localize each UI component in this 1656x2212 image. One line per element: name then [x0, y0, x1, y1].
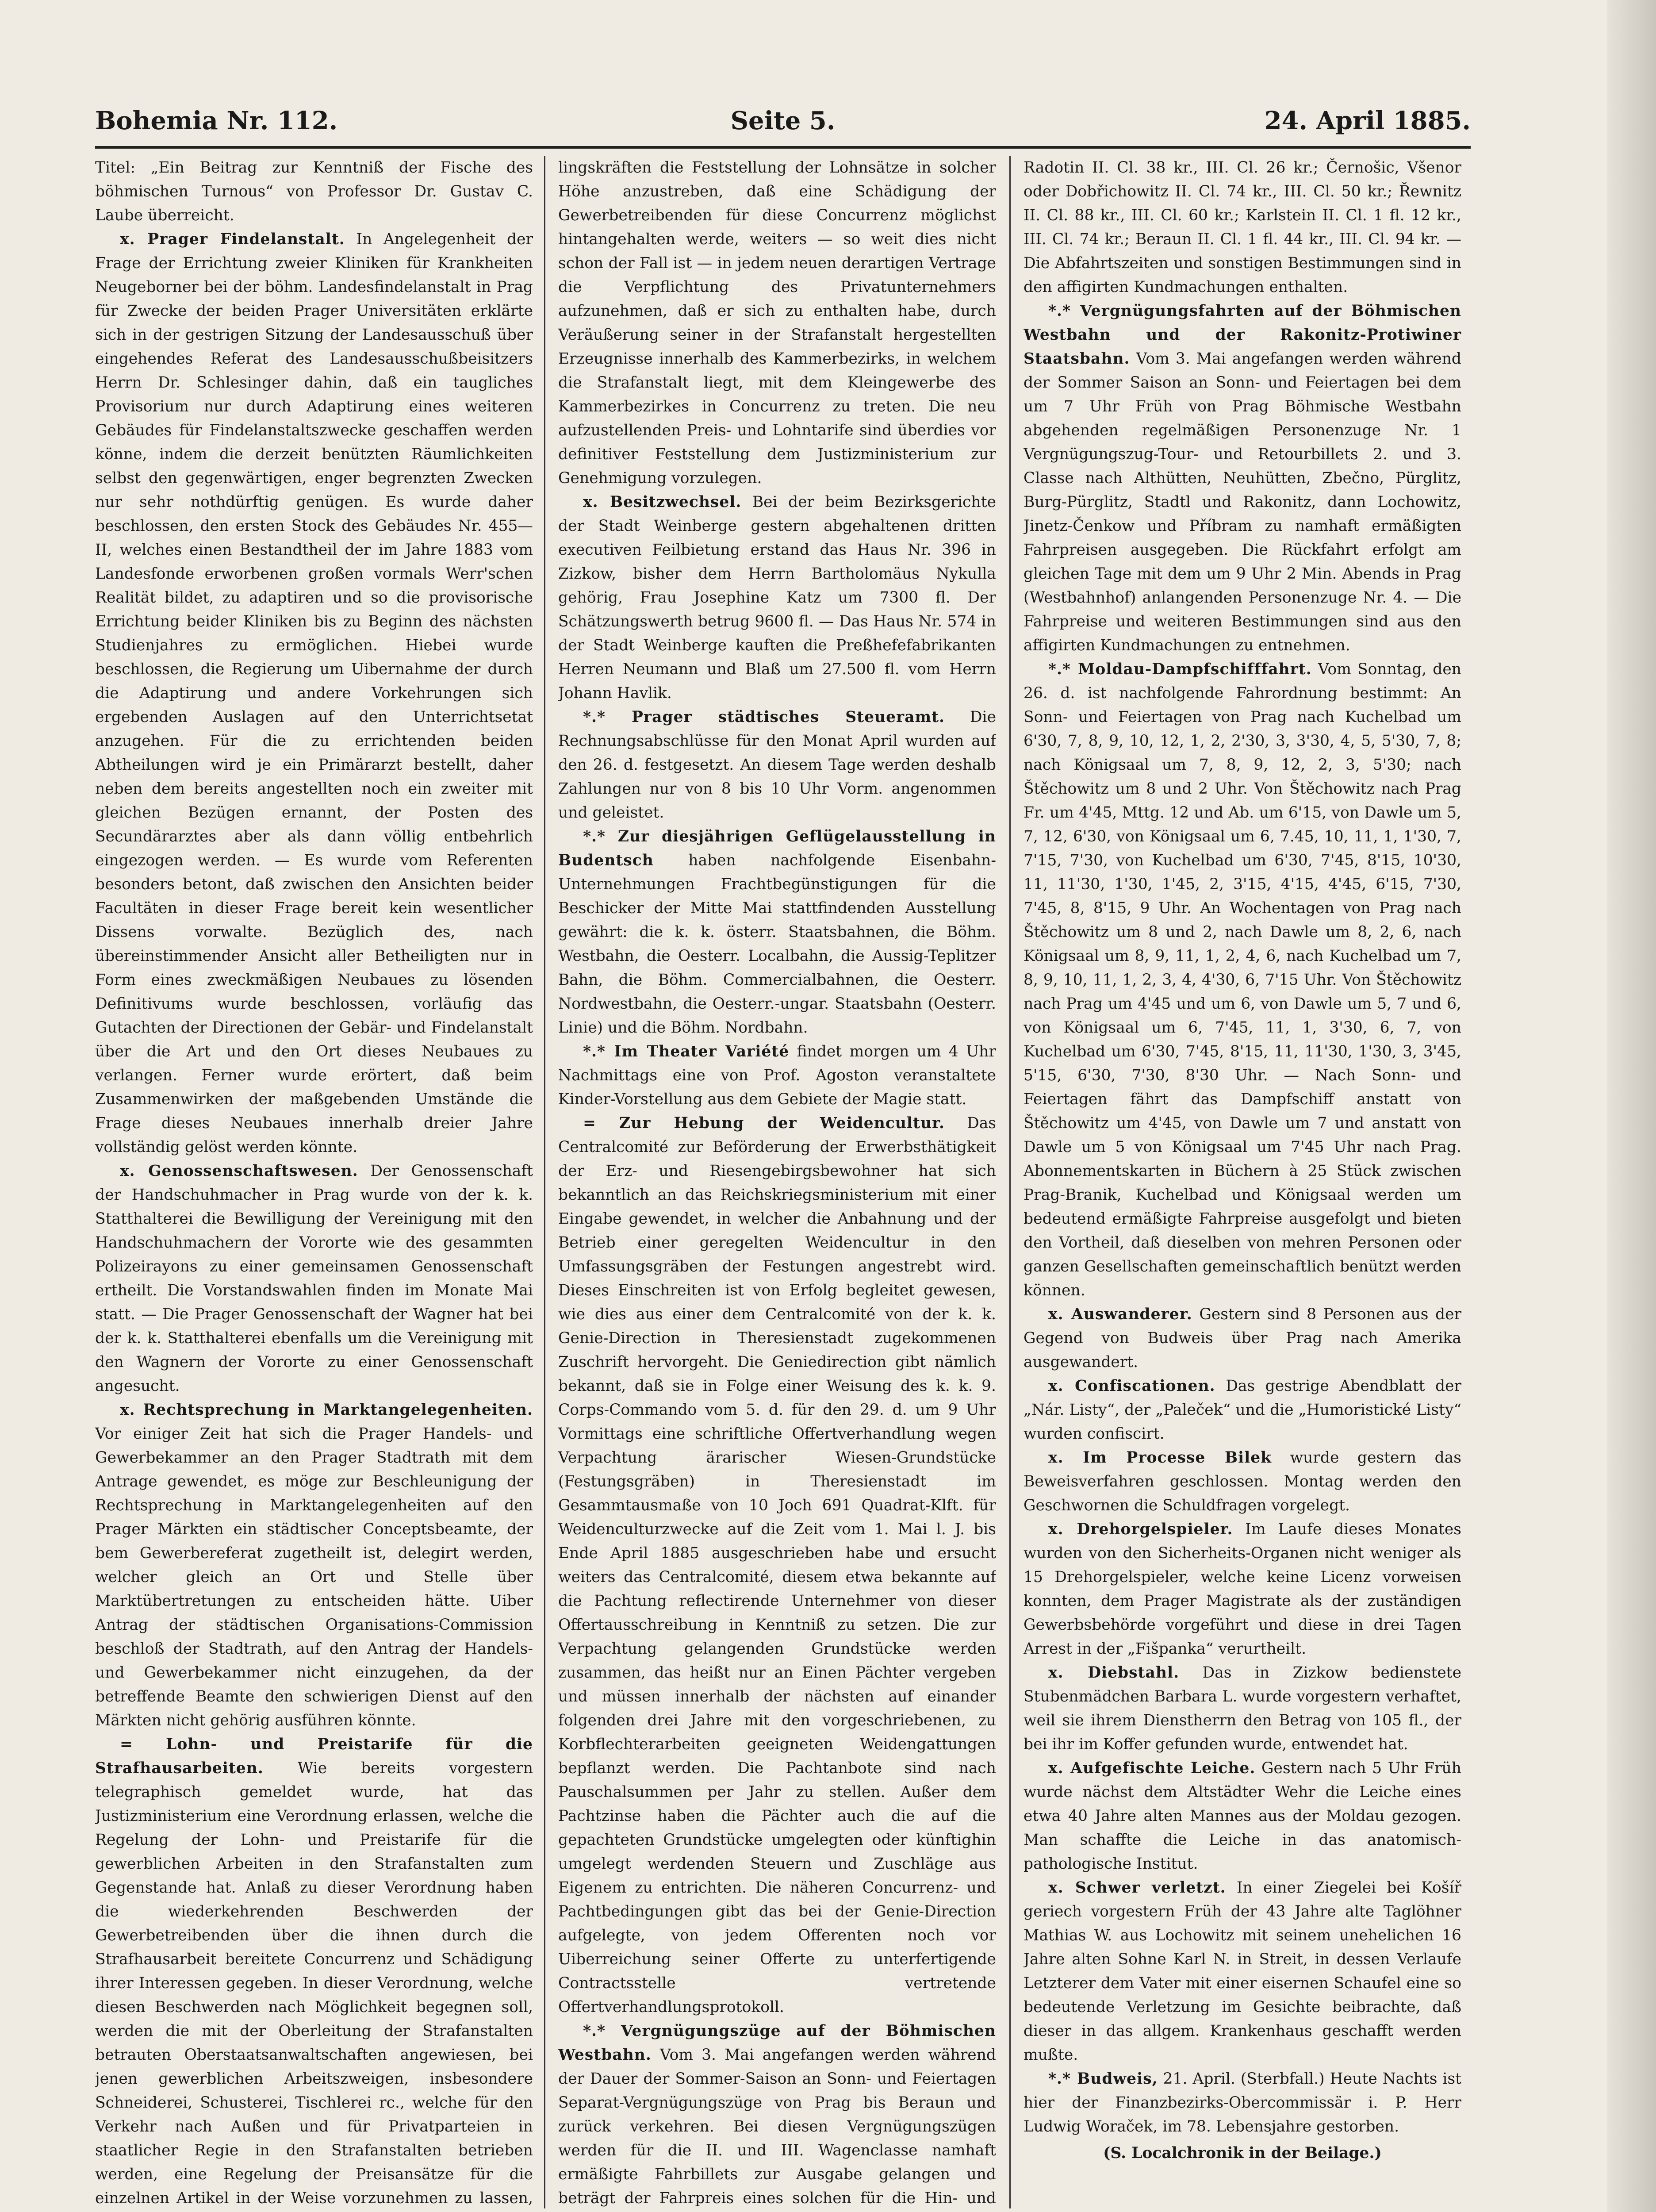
article-heading: x. Aufgefischte Leiche.: [1048, 1759, 1256, 1777]
article-heading: *.* Moldau-Dampfschifffahrt.: [1048, 661, 1312, 678]
article-besitzwechsel: [558, 490, 996, 705]
continued-text: Titel: „Ein Beitrag zur Kenntniß der Fische des böhmischen Turnous“ von Professor Dr. Gustav C. Laube überreicht.: [95, 159, 533, 224]
article-body: haben nachfolgende Eisenbahn-Unternehmungen Frachtbegünstigungen für die Beschicker der Mitte Mai stattfindenden Ausstellung gewährt: die k. k. österr. Staatsbahnen, die Böhm. Westbahn, die Oesterr. Localbahn, die Aussig-Teplitzer Bahn, die Böhm. Commercialbahnen, die Oesterr. Nordwestbahn, die Oesterr.-ungar. Staatsbahn (Oesterr. Linie) und die Böhm. Nordbahn.: [558, 852, 996, 1037]
article-dampfschifffahrt: [1024, 657, 1461, 1302]
article-budweis: [1024, 2067, 1461, 2139]
article-rechtsprechung: [95, 1398, 533, 1732]
article-heading: *.* Vergnügungsfahrten auf der Böhmischen Westbahn und der Rakonitz-Protiwiner Staatsbahn.: [1024, 302, 1461, 368]
article-theater-variete: [558, 1040, 996, 1111]
article-heading: x. Auswanderer.: [1048, 1306, 1192, 1323]
article-heading: x. Genossenschaftswesen.: [120, 1162, 358, 1180]
page-header: [95, 98, 1471, 142]
header-page-number: Seite 5.: [730, 106, 836, 135]
article-body: Vom Sonntag, den 26. d. ist nachfolgende Fahrordnung bestimmt: An Sonn- und Feiertagen von Prag nach Kuchelbad um 6'30, 7, 8, 9, 10, 12, 1, 2, 2'30, 3, 3'30, 4, 5, 5'30, 7, 8; nach Königsaal um 7, 8, 9, 12, 2, 3, 5'30; nach Štěchowitz um 8 und 2 Uhr. Von Štěchowitz nach Prag Fr. um 4'45, Mttg. 12 und Ab. um 6'15, von Dawle um 5, 7, 12, 6'30, von Königsaal um 6, 7.45, 10, 11, 1, 1'30, 7, 7'15, 7'30, von Kuchelbad um 6'30, 7'45, 8'15, 10'30, 11, 11'30, 1'30, 1'45, 2, 3'15, 4'15, 4'45, 6'15, 7'30, 7'45, 8, 8'15, 9 Uhr. An Wochentagen von Prag nach Štěchowitz um 8 und 2, nach Dawle um 8, 2, 6, nach Königsaal um 8, 9, 11, 1, 2, 4, 6, nach Kuchelbad um 7, 8, 9, 10, 11, 1, 2, 3, 4, 4'30, 6, 7'15 Uhr. Von Štěchowitz nach Prag um 4'45 und um 6, von Dawle um 5, 7 und 6, von Königsaal um 6, 7'45, 11, 1, 3'30, 6, 7, von Kuchelbad um 6'30, 7'45, 8'15, 11, 11'30, 1'30, 3, 3'45, 5'15, 6'30, 7'30, 8'30 Uhr. — Nach Sonn- und Feiertagen fährt das Dampfschiff anstatt von Štěchowitz um 4'45, von Dawle um 7 und anstatt von Dawle um 5 von Königsaal um 7'45 Uhr nach Prag. Abonnementskarten in Büchern à 25 Stück zwischen Prag-Branik, Kuchelbad und Königsaal werden um bedeutend ermäßigte Fahrpreise ausgefolgt und bieten den Vortheil, daß dieselben von mehren Personen oder ganzen Gesellschaften gemeinschaftlich benützt werden können.: [1024, 661, 1461, 1299]
article-body: 21. April. (Sterbfall.) Heute Nachts ist hier der Finanzbezirks-Obercommissär i. P. Herr Ludwig Woraček, im 78. Lebensjahre gestorben.: [1024, 2070, 1461, 2135]
article-body: Vom 3. Mai angefangen werden während der Dauer der Sommer-Saison an Sonn- und Feiertagen Separat-Vergnügungszüge von Prag bis Beraun und zurück verkehren. Bei diesen Vergnügungszügen werden für die II. und III. Wagenclasse namhaft ermäßigte Fahrbillets zur Ausgabe gelangen und beträgt der Fahrpreis eines solchen für die Hin- und: [558, 2046, 996, 2207]
column-3: [1024, 156, 1461, 2208]
column-rule-2: [1009, 156, 1011, 2208]
article-heading: *.* Zur diesjährigen Geflügelausstellung in Budentsch: [558, 828, 996, 869]
header-rule: [95, 146, 1471, 149]
article-findelanstalt: [95, 227, 533, 1159]
article-heading: x. Confiscationen.: [1048, 1377, 1215, 1395]
article-lohn-preistarife: [95, 1732, 533, 2208]
column-2: [558, 156, 996, 2208]
page-edge-shadow: [1607, 0, 1656, 2212]
article-schwer-verletzt: [1024, 1876, 1461, 2067]
article-heading: = Zur Hebung der Weidencultur.: [583, 1114, 945, 1132]
article-heading: x. Besitzwechsel.: [583, 493, 742, 511]
article-body: Der Genossenschaft der Handschuhmacher in Prag wurde von der k. k. Statthalterei die Bewilligung der Vereinigung mit den Handschuhmachern der Vororte wie des gesammten Polizeirayons zu einer gemeinsamen Genossenschaft ertheilt. Die Vorstandswahlen finden im Monate Mai statt. — Die Prager Genossenschaft der Wagner hat bei der k. k. Statthalterei ebenfalls um die Vereinigung mit den Wagnern der Vororte zu einer Genossenschaft angesucht.: [95, 1162, 533, 1395]
article-vergnuegungszuege: [558, 2019, 996, 2208]
article-process-bilek: [1024, 1446, 1461, 1517]
article-body: In Angelegenheit der Frage der Errichtung zweier Kliniken für Krankheiten Neugeborner bei der böhm. Landesfindelanstalt in Prag für Zwecke der beiden Prager Universitäten erklärte sich in der gestrigen Sitzung der Landesausschuß über eingehendes Referat des Landesausschußbeisitzers Herrn Dr. Schlesinger dahin, daß ein taugliches Provisorium nur durch Adaptirung eines weiteren Gebäudes für Findelanstaltszwecke geschaffen werden könne, indem die derzeit benützten Räumlichkeiten selbst den gegenwärtigen, enger begrenzten Zwecken nur sehr nothdürftig genügen. Es wurde daher beschlossen, den ersten Stock des Gebäudes Nr. 455—II, welches einen Bestandtheil der im Jahre 1883 vom Landesfonde erworbenen großen vormals Werr'schen Realität bildet, zu adaptiren und so die provisorische Errichtung beider Kliniken bis zu Beginn des nächsten Studienjahres zu ermöglichen. Hiebei wurde beschlossen, die Regierung um Uibernahme der durch die Adaptirung und andere Vorkehrungen sich ergebenden Auslagen auf den Unterrichtsetat anzugehen. Für die zu errichtenden beiden Abtheilungen wird je ein Primärarzt bestellt, daher neben dem bereits angestellten noch ein zweiter mit gleichen Bezügen ernannt, der Posten des Secundärarztes aber als dann völlig entbehrlich eingezogen werden. — Es wurde vom Referenten besonders betont, daß zwischen den Ansichten beider Facultäten in dieser Frage bereit kein wesentlicher Dissens vorwalte. Bezüglich des, nach übereinstimmender Ansicht aller Betheiligten nur in Form eines zweckmäßigen Neubaues zu lösenden Definitivums wurde beschlossen, vorläufig das Gutachten der Directionen der Gebär- und Findelanstalt über die Art und den Ort dieses Neubaues zu verlangen. Ferner wurde erörtert, daß beim Zusammenwirken der maßgebenden Umstände die Frage dieses Neubaues innerhalb dreier Jahre vollständig gelöst werden könnte.: [95, 230, 533, 1156]
article-body: Vom 3. Mai angefangen werden während der Sommer Saison an Sonn- und Feiertagen bei dem um 7 Uhr Früh von Prag Böhmische Westbahn abgehenden regelmäßigen Personenzuge Nr. 1 Vergnügungszug-Tour- und Retourbillets 2. und 3. Classe nach Althütten, Neuhütten, Zbečno, Pürglitz, Burg-Pürglitz, Stadtl und Rakonitz, dann Lochowitz, Jinetz-Čenkow und Příbram zu namhaft ermäßigten Fahrpreisen ausgegeben. Die Rückfahrt erfolgt am gleichen Tage mit dem um 9 Uhr 2 Min. Abends in Prag (Westbahnhof) anlangenden Personenzuge Nr. 4. — Die Fahrpreise und weiteren Bestimmungen sind aus den affigirten Kundmachungen zu entnehmen.: [1024, 350, 1461, 654]
article-steueramt: [558, 705, 996, 825]
article-confiscationen: [1024, 1374, 1461, 1446]
article-heading: x. Prager Findelanstalt.: [120, 230, 345, 248]
article-body: Die Rechnungsabschlüsse für den Monat April wurden auf den 26. d. festgesetzt. An diesem Tage werden deshalb Zahlungen nur von 8 bis 10 Uhr Vorm. angenommen und geleistet.: [558, 708, 996, 822]
article-body: findet morgen um 4 Uhr Nachmittags eine von Prof. Agoston veranstaltete Kinder-Vorstellung aus dem Gebiete der Magie statt.: [558, 1043, 996, 1108]
article-aufgefischte-leiche: [1024, 1756, 1461, 1876]
article-body: Gestern nach 5 Uhr Früh wurde nächst dem Altstädter Wehr die Leiche eines etwa 40 Jahre alten Mannes aus der Moldau gezogen. Man schaffte die Leiche in das anatomisch-pathologische Institut.: [1024, 1759, 1461, 1873]
continuation-note: (S. Localchronik in der Beilage.): [1103, 2144, 1382, 2162]
article-heading: x. Diebstahl.: [1048, 1664, 1180, 1682]
article-heading: *.* Prager städtisches Steueramt.: [583, 708, 945, 726]
article-weidencultur: [558, 1111, 996, 2019]
article-body: Das gestrige Abendblatt der „Nár. Listy“, der „Paleček“ und die „Humoristické Listy“ wurden confiscirt.: [1024, 1377, 1461, 1443]
article-body: Bei der beim Bezirksgerichte der Stadt Weinberge gestern abgehaltenen dritten executiven Feilbietung erstand das Haus Nr. 396 in Zizkow, bisher dem Herrn Bartholomäus Nykulla gehörig, Frau Josephine Katz um 7300 fl. Der Schätzungswerth betrug 9600 fl. — Das Haus Nr. 574 in der Stadt Weinberge kauften die Preßhefefabrikanten Herren Neumann und Blaß um 27.500 fl. vom Herrn Johann Havlik.: [558, 493, 996, 702]
article-body: wurde gestern das Beweisverfahren geschlossen. Montag werden den Geschwornen die Schuldfragen vorgelegt.: [1024, 1449, 1461, 1514]
article-vergnuegungsfahrten: [1024, 299, 1461, 657]
article-auswanderer: [1024, 1302, 1461, 1374]
article-body: In einer Ziegelei bei Košíř geriech vorgestern Früh der 43 Jahre alte Taglöhner Mathias W. aus Lochowitz mit seinem unehelichen 16 Jahre alten Sohne Karl N. in Streit, in dessen Verlaufe Letzterer dem Vater mit einer eisernen Schaufel eine so bedeutende Verletzung im Gesichte beibrachte, daß dieser in das allgem. Krankenhaus geschafft werden mußte.: [1024, 1879, 1461, 2064]
column-rule-1: [544, 156, 545, 2208]
article-drehorgelspieler: [1024, 1517, 1461, 1661]
column-1: [95, 156, 533, 2208]
article-genossenschaftswesen: [95, 1159, 533, 1398]
article-gefluegelausstellung: [558, 825, 996, 1040]
article-body: Wie bereits vorgestern telegraphisch gemeldet wurde, hat das Justizministerium eine Verordnung erlassen, welche die Regelung der Lohn- und Preistarife für die gewerblichen Arbeiten in den Strafanstalten zum Gegenstande hat. Anlaß zu dieser Verordnung haben die wiederkehrenden Beschwerden der Gewerbetreibenden über die ihnen durch die Strafhausarbeit bereitete Concurrenz und Schädigung ihrer Interessen gegeben. In dieser Verordnung, welche diesen Beschwerden nach Möglichkeit begegnen soll, werden die mit der Oberleitung der Strafanstalten betrauten Oberstaatsanwaltschaften angewiesen, bei jenen gewerblichen Arbeitszweigen, insbesondere Schneiderei, Schusterei, Tischlerei rc., welche für den Verkehr nach Außen und für Privatparteien in staatlicher Regie in den Strafanstalten betrieben werden, eine Regelung der Preisansätze für die einzelnen Artikel in der Weise vorzunehmen zu lassen,: [95, 1759, 533, 2207]
article-body: Gestern sind 8 Personen aus der Gegend von Budweis über Prag nach Amerika ausgewandert.: [1024, 1306, 1461, 1371]
article-body: Das in Zizkow bedienstete Stubenmädchen Barbara L. wurde vorgestern verhaftet, weil sie ihrem Dienstherrn den Betrag von 105 fl., der bei ihr im Koffer gefunden wurde, entwendet hat.: [1024, 1664, 1461, 1753]
article-heading: *.* Vergnügungszüge auf der Böhmischen Westbahn.: [558, 2022, 996, 2064]
article-body: Das Centralcomité zur Beförderung der Erwerbsthätigkeit der Erz- und Riesengebirgsbewohner hat sich bekanntlich an das Reichskriegsministerium mit einer Eingabe gewendet, in welcher die Anbahnung und der Betrieb einer geregelten Weidencultur in den Umfassungsgräben der Festungen angestrebt wird. Dieses Einschreiten ist von Erfolg begleitet gewesen, wie dies aus einer dem Centralcomité von der k. k. Genie-Direction in Theresienstadt zugekommenen Zuschrift hervorgeht. Die Geniedirection gibt nämlich bekannt, daß sie in Folge einer Weisung des k. k. 9. Corps-Commando vom 5. d. für den 29. d. um 9 Uhr Vormittags eine schriftliche Offertverhandlung wegen Verpachtung ärarischer Wiesen-Grundstücke (Festungsgräben) in Theresienstadt im Gesammtausmaße von 10 Joch 691 Quadrat-Klft. für Weidenculturzwecke auf die Zeit vom 1. Mai l. J. bis Ende April 1885 ausgeschrieben habe und ersucht weiters das Centralcomité, diesem etwa bekannte auf die Pachtung reflectirende Unternehmer von dieser Offertausschreibung in Kenntniß zu setzen. Die zur Verpachtung gelangenden Grundstücke werden zusammen, das heißt nur an Einen Pächter vergeben und müssen innerhalb der nächsten auf einander folgenden drei Jahre mit den vorgeschriebenen, zu Korbflechterarbeiten geeigneten Weidengattungen bepflanzt werden. Die Pachtanbote sind nach Pauschalsummen per Jahr zu stellen. Außer dem Pachtzinse haben die Pächter auch die auf die gepachteten Grundstücke umgelegten oder künftighin umgelegt werdenden Steuern und Zuschläge aus Eigenem zu entrichten. Die näheren Concurrenz- und Pachtbedingungen gibt das bei der Genie-Direction aufgelegte, von jedem Offerenten noch vor Uiberreichung seiner Offerte zu unterfertigende Contractsstelle vertretende Offertverhandlungsprotokoll.: [558, 1114, 996, 2016]
continued-text: lingskräften die Feststellung der Lohnsätze in solcher Höhe anzustreben, daß eine Schädigung der Gewerbetreibenden für diese Concurrenz möglichst hintangehalten werde, weiters — so weit dies nicht schon der Fall ist — in jedem neuen derartigen Vertrage die Verpflichtung des Privatunternehmers aufzunehmen, daß er sich zu enthalten habe, durch Veräußerung seiner in der Strafanstalt hergestellten Erzeugnisse innerhalb des Kammerbezirks, in welchem die Strafanstalt liegt, mit dem Kleingewerbe des Kammerbezirkes in Concurrenz zu treten. Die neu aufzustellenden Preis- und Lohntarife sind überdies vor definitiver Feststellung dem Justizministerium zur Genehmigung vorzulegen.: [558, 159, 996, 487]
article-heading: = Lohn- und Preistarife für die Strafhausarbeiten.: [95, 1736, 533, 1777]
header-date: 24. April 1885.: [1264, 106, 1471, 135]
article-heading: x. Rechtsprechung in Marktangelegenheiten.: [120, 1401, 533, 1419]
header-publication: Bohemia Nr. 112.: [95, 106, 338, 135]
article-heading: x. Im Processe Bilek: [1048, 1449, 1272, 1467]
article-body: Im Laufe dieses Monates wurden von den Sicherheits-Organen nicht weniger als 15 Drehorgelspieler, welche keine Licenz vorweisen konnten, dem Prager Magistrate als der zuständigen Gewerbsbehörde vorgeführt und diese in drei Tagen Arrest in der „Fišpanka“ verurtheilt.: [1024, 1521, 1461, 1658]
continued-text: Radotin II. Cl. 38 kr., III. Cl. 26 kr.; Černošic, Všenor oder Dobřichowitz II. Cl. 74 kr., III. Cl. 50 kr.; Řewnitz II. Cl. 88 kr., III. Cl. 60 kr.; Karlstein II. Cl. 1 fl. 12 kr., III. Cl. 74 kr.; Beraun II. Cl. 1 fl. 44 kr., III. Cl. 94 kr. — Die Abfahrtszeiten und sonstigen Bestimmungen sind in den affigirten Kundmachungen enthalten.: [1024, 159, 1461, 296]
article-heading: *.* Im Theater Variété: [583, 1043, 790, 1060]
article-diebstahl: [1024, 1661, 1461, 1756]
article-body: Vor einiger Zeit hat sich die Prager Handels- und Gewerbekammer an den Prager Stadtrath mit dem Antrage gewendet, es möge zur Beschleunigung der Rechtsprechung in Marktangelegenheiten auf den Prager Märkten ein städtischer Conceptsbeamte, der bem Gewerbereferat zugetheilt ist, delegirt werden, welcher gleich an Ort und Stelle über Marktübertretungen zu entscheiden hätte. Uiber Antrag der städtischen Organisations-Commission beschloß der Stadtrath, auf den Antrag der Handels- und Gewerbekammer nicht einzugehen, da der betreffende Beamte den schwierigen Dienst auf den Märkten nicht gehörig ausführen könnte.: [95, 1425, 533, 1729]
article-heading: *.* Budweis,: [1048, 2070, 1158, 2088]
article-heading: x. Drehorgelspieler.: [1048, 1521, 1233, 1538]
article-heading: x. Schwer verletzt.: [1048, 1879, 1226, 1897]
